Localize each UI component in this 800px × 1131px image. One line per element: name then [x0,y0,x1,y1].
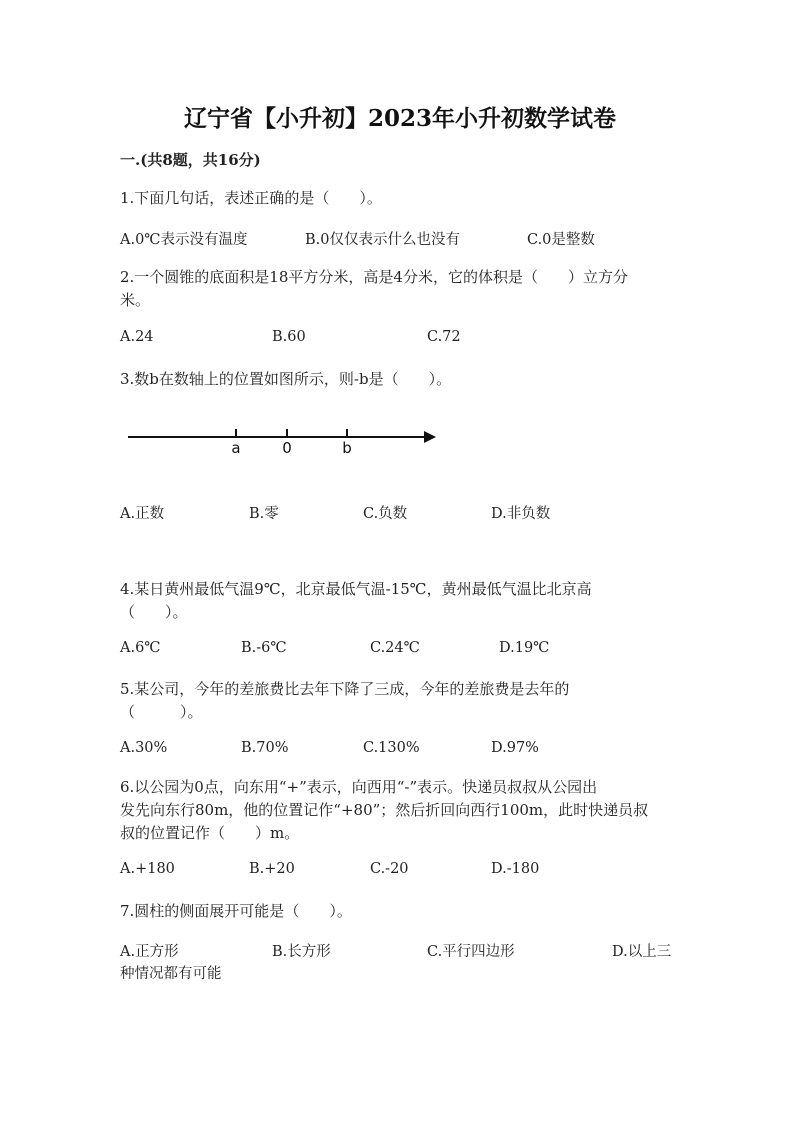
question-2-option-c: C.72 [427,329,461,345]
number-line-arrow-icon [424,431,436,443]
question-2-stem-line1: 2.一个圆锥的底面积是18平方分米，高是4分米，它的体积是（ ）立方分 [120,268,628,286]
question-3-option-a: A.正数 [120,506,165,522]
question-3-option-c: C.负数 [363,506,408,522]
question-4-stem-line2: （ ）。 [120,603,188,621]
question-6-stem-line3: 叔的位置记作（ ）m。 [120,824,300,842]
question-5-option-b: B.70% [241,740,289,756]
question-6-option-a: A.+180 [120,861,175,877]
question-7-option-d-line1: D.以上三 [612,944,672,960]
question-5-option-a: A.30% [120,740,168,756]
question-5-stem-line2: （ ）。 [120,703,203,721]
question-2-stem-line2: 米。 [120,291,151,309]
number-line-label-a: a [231,439,241,457]
question-6-option-c: C.-20 [370,861,409,877]
question-4-option-c: C.24℃ [370,640,420,656]
question-7-stem: 7.圆柱的侧面展开可能是（ ）。 [120,902,352,920]
question-1-option-a: A.0℃表示没有温度 [120,232,248,248]
question-4-stem-line1: 4.某日黄州最低气温9℃，北京最低气温-15℃，黄州最低气温比北京高 [120,580,592,598]
number-line-label-b: b [342,439,352,457]
question-6-option-b: B.+20 [249,861,295,877]
section-heading: 一.(共8题，共16分) [120,151,261,169]
question-5-option-c: C.130% [363,740,420,756]
question-6-stem-line1: 6.以公园为0点，向东用“+”表示，向西用“-”表示。快递员叔叔从公园出 [120,778,598,796]
question-7-option-b: B.长方形 [272,944,331,960]
question-6-option-d: D.-180 [491,861,540,877]
question-3-option-b: B.零 [249,506,279,522]
question-4-option-d: D.19℃ [499,640,550,656]
question-1-option-c: C.0是整数 [527,232,595,248]
question-3-stem: 3.数b在数轴上的位置如图所示，则-b是（ ）。 [120,370,452,388]
question-5-stem-line1: 5.某公司，今年的差旅费比去年下降了三成，今年的差旅费是去年的 [120,680,570,698]
number-line-label-0: 0 [282,439,292,457]
question-4-option-a: A.6℃ [120,640,161,656]
question-1-stem: 1.下面几句话，表述正确的是（ ）。 [120,189,382,207]
question-4-option-b: B.-6℃ [241,640,287,656]
question-7-option-c: C.平行四边形 [427,944,515,960]
question-2-option-a: A.24 [120,329,154,345]
question-7-option-a: A.正方形 [120,944,179,960]
question-7-option-d-line2: 种情况都有可能 [120,966,222,982]
question-1-option-b: B.0仅仅表示什么也没有 [305,232,460,248]
question-6-stem-line2: 发先向东行80m，他的位置记作“+80”；然后折回向西行100m，此时快递员叔 [120,801,649,819]
question-3-option-d: D.非负数 [491,506,551,522]
page-title: 辽宁省【小升初】2023年小升初数学试卷 [183,105,616,132]
question-2-option-b: B.60 [272,329,306,345]
question-5-option-d: D.97% [491,740,539,756]
